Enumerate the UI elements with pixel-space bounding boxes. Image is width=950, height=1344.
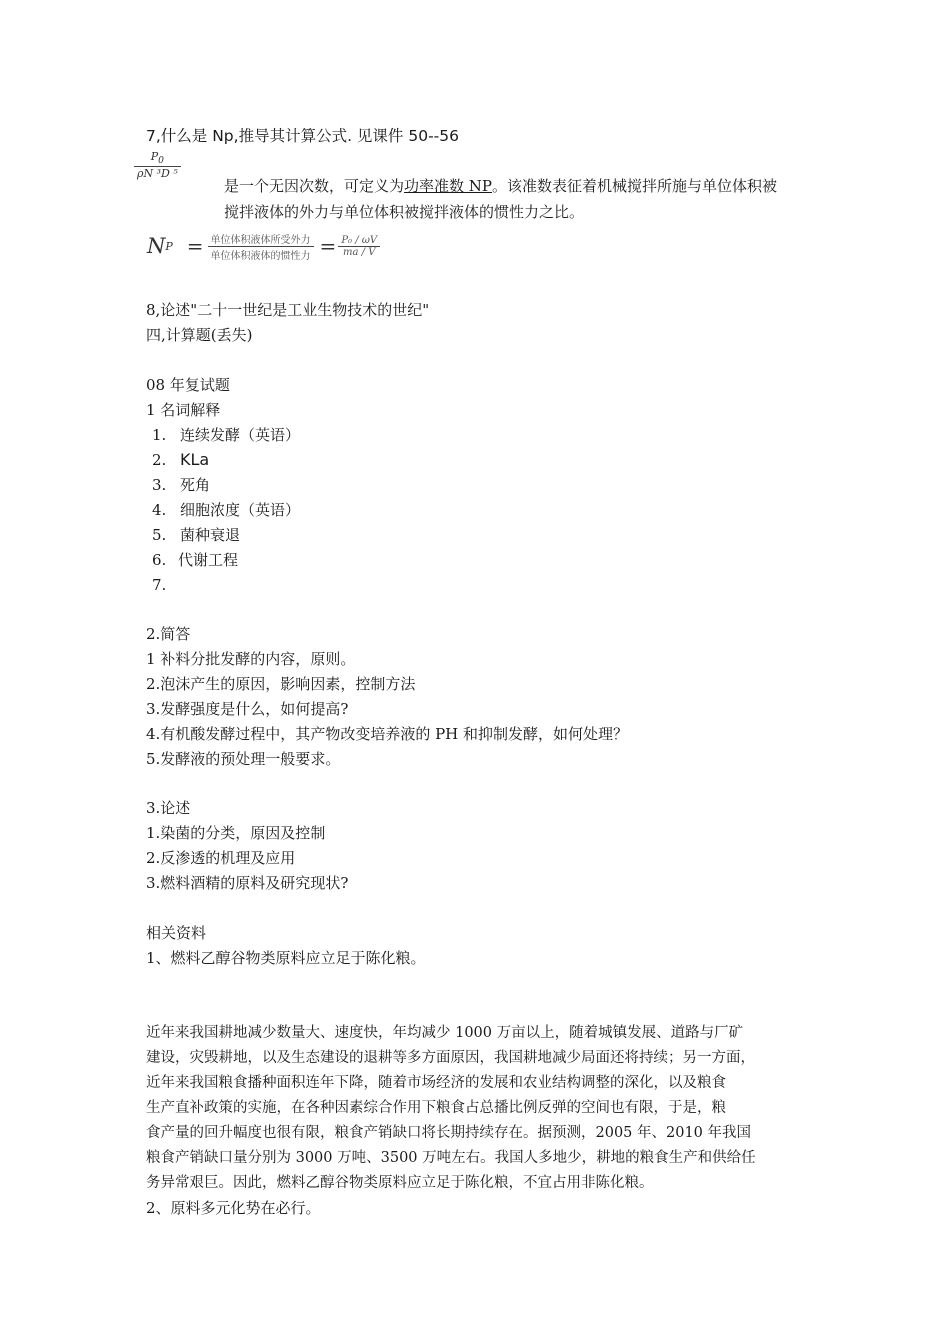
formula-den-symbols: ma / V xyxy=(343,246,376,258)
short-question: 4.有机酸发酵过程中，其产物改变培养液的 PH 和抑制发酵，如何处理？ xyxy=(146,725,629,743)
question-7-description-line1 xyxy=(224,176,777,196)
exam-08-title: 08 年复试题 xyxy=(146,376,230,394)
formula-den-words: 单位体积液体的惯性力 xyxy=(210,250,311,262)
power-number-term: 功率准数 NP xyxy=(404,177,493,195)
related-paragraph-line: 食产量的回升幅度也很有限，粮食产销缺口将长期持续存在。据预测，2005 年、2010 年我国 xyxy=(146,1125,752,1141)
short-question: 5.发酵液的预处理一般要求。 xyxy=(146,750,341,768)
question-7-title: 7,什么是 Np,推导其计算公式. 见课件 50--56 xyxy=(146,127,459,145)
part-3-title: 3.论述 xyxy=(146,799,191,817)
document-page: 7,什么是 Np,推导其计算公式. 见课件 50--56 $\frac{P_0}{\text{ρN ³D ⁵}}$ 是一个无因次数，可定义为功率准数 NP。该准数表征着机械搅拌所施与单位体积被 搅拌液体的外力与单位体积被搅拌液体的惯性力之比。 N P = $\frac{\text{单位体积液体所受外力}}{\text{单位体积液体的惯性力}}$ = $\frac{\text{P₀ / ωV}}{ma / V}$ 8,论述"二十一世纪是工业生物技术的世纪" 四,计算题(丢失) 08 年复试题 1 名词解释 1. 连续发酵（英语） 2. KLa 3. 死角 4. 细胞浓度（英语） 5. 菌种衰退 6. 代谢工程 7. 2.简答 1 补料分批发酵的内容，原则。 2.泡沫产生的原因，影响因素，控制方法 3.发酵强度是什么，如何提高? 4.有机酸发酵过程中，其产物改变培养液的 PH 和抑制发酵，如何处理？ 5.发酵液的预处理一般要求。 3.论述 1.染菌的分类，原因及控制 2.反渗透的机理及应用 3.燃料酒精的原料及研究现状? 相关资料 1、燃料乙醇谷物类原料应立足于陈化粮。 近年来我国耕地减少数量大、速度快，年均减少 1000 万亩以上，随着城镇发展、道路与厂矿 建设，灾毁耕地，以及生态建设的退耕等多方面原因，我国耕地减少局面还将持续；另一方面， 近年来我国粮食播种面积连年下降，随着市场经济的发展和农业结构调整的深化，以及粮食 生产直补政策的实施，在各种因素综合作用下粮食占总播比例反弹的空间也有限，于是，粮 食产量的回升幅度也很有限，粮食产销缺口将长期持续存在。据预测，2005 年、2010 年我国 粮食产销缺口量分别为 3000 万吨、3500 万吨左右。我国人多地少，耕地的粮食生产和供给任 务异常艰巨。因此，燃料乙醇谷物类原料应立足于陈化粮，不宜占用非陈化粮。 2、原料多元化势在必行。 xyxy=(0,0,950,1344)
short-question: 1 补料分批发酵的内容，原则。 xyxy=(146,650,356,668)
essay-question: 2.反渗透的机理及应用 xyxy=(146,849,296,867)
related-title: 相关资料 xyxy=(146,924,207,942)
related-point-2: 2、原料多元化势在必行。 xyxy=(146,1199,321,1217)
related-paragraph-line: 务异常艰巨。因此，燃料乙醇谷物类原料应立足于陈化粮，不宜占用非陈化粮。 xyxy=(146,1175,654,1191)
small-formula-denominator: ρN ³D ⁵ xyxy=(137,167,178,181)
small-formula-numerator-sub: 0 xyxy=(158,155,164,167)
related-paragraph-line: 生产直补政策的实施，在各种因素综合作用下粮食占总播比例反弹的空间也有限，于是，粮 xyxy=(146,1100,726,1116)
short-question: 2.泡沫产生的原因，影响因素，控制方法 xyxy=(146,675,416,693)
formula-num-words: 单位体积液体所受外力 xyxy=(208,231,314,247)
part-2-title: 2.简答 xyxy=(146,625,191,643)
related-paragraph-line: 近年来我国耕地减少数量大、速度快，年均减少 1000 万亩以上，随着城镇发展、道路与厂矿 xyxy=(146,1025,744,1041)
question-8: 8,论述"二十一世纪是工业生物技术的世纪" xyxy=(146,301,430,319)
essay-question: 1.染菌的分类，原因及控制 xyxy=(146,824,326,842)
power-number-formula xyxy=(147,228,380,264)
short-question: 3.发酵强度是什么，如何提高? xyxy=(146,700,349,718)
small-formula-numerator: P xyxy=(150,150,159,163)
formula-fraction-symbols xyxy=(338,235,380,258)
formula-fraction-words xyxy=(208,231,314,262)
small-power-number-formula xyxy=(134,150,181,180)
related-paragraph-line: 近年来我国粮食播种面积连年下降，随着市场经济的发展和农业结构调整的深化，以及粮食 xyxy=(146,1075,726,1091)
desc-prefix: 是一个无因次数，可定义为 xyxy=(224,177,405,195)
question-7-description-line2: 搅拌液体的外力与单位体积被搅拌液体的惯性力之比。 xyxy=(224,203,585,221)
formula-equals-2: = xyxy=(319,234,337,258)
related-paragraph-line: 建设，灾毁耕地，以及生态建设的退耕等多方面原因，我国耕地减少局面还将持续；另一方面， xyxy=(146,1050,755,1066)
section-4-title: 四,计算题(丢失) xyxy=(146,326,253,344)
formula-equals-1: = xyxy=(186,234,204,258)
formula-lhs: N xyxy=(147,234,166,258)
related-paragraph-line: 粮食产销缺口量分别为 3000 万吨、3500 万吨左右。我国人多地少，耕地的粮食生产和供给任 xyxy=(146,1150,756,1166)
essay-question: 3.燃料酒精的原料及研究现状? xyxy=(146,874,349,892)
related-point-1: 1、燃料乙醇谷物类原料应立足于陈化粮。 xyxy=(146,949,426,967)
desc-suffix: 。该准数表征着机械搅拌所施与单位体积被 xyxy=(492,177,778,195)
formula-num-symbols: P₀ / ωV xyxy=(338,235,380,247)
part-1-title: 1 名词解释 xyxy=(146,401,221,419)
formula-lhs-sub: P xyxy=(165,239,173,253)
